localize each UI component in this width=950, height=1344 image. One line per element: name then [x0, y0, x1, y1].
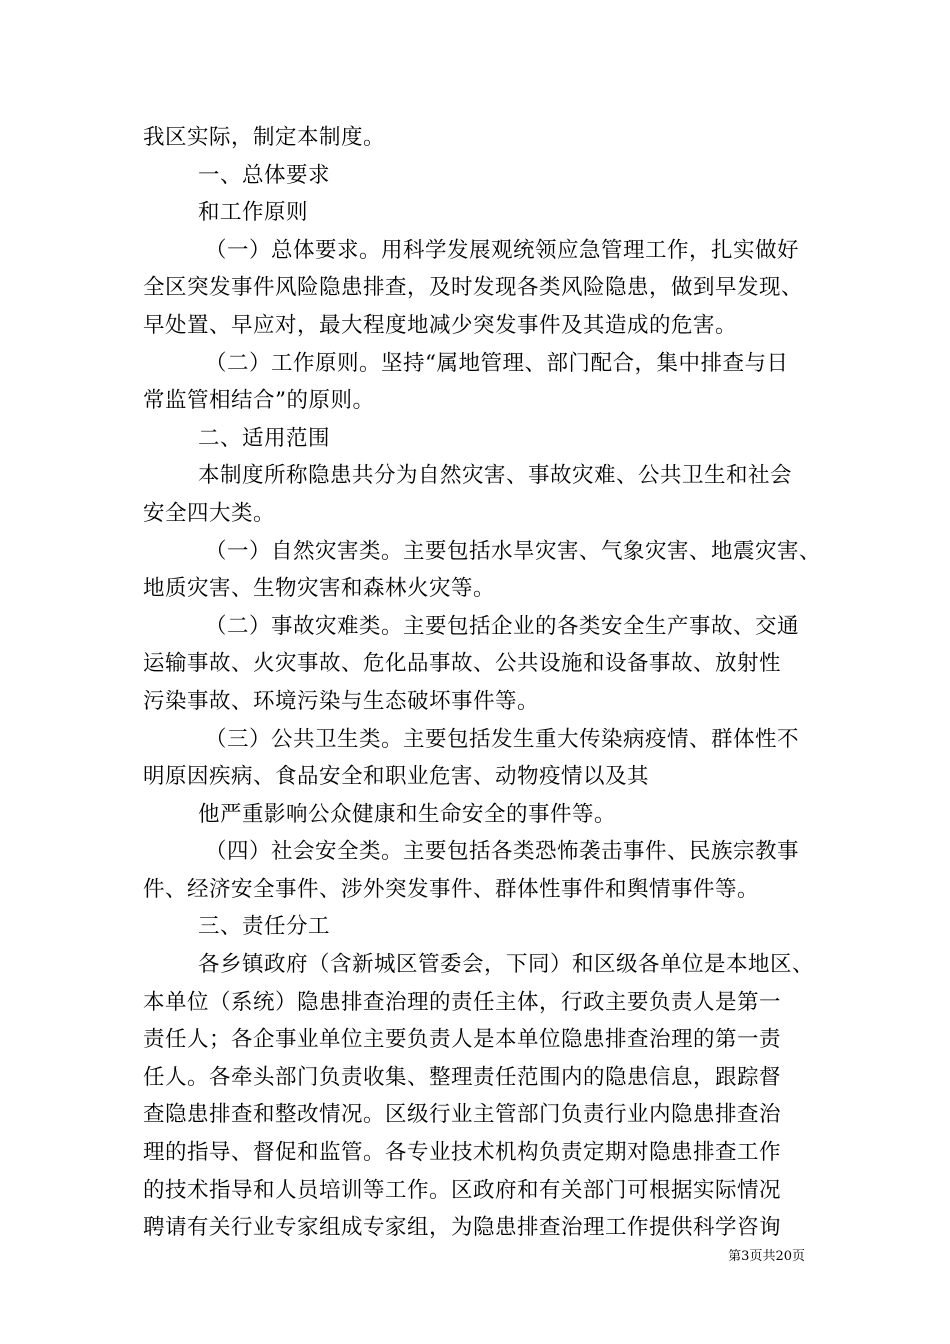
- text-line: 理的指导、督促和监管。各专业技术机构负责定期对隐患排查工作: [143, 1140, 782, 1166]
- paragraph-start: （三）公共卫生类。主要包括发生重大传染病疫情、群体性不: [205, 726, 800, 752]
- paragraph-start: 本制度所称隐患共分为自然灾害、事故灾难、公共卫生和社会: [198, 463, 793, 489]
- section-heading: 三、责任分工: [198, 914, 331, 940]
- paragraph-start: （四）社会安全类。主要包括各类恐怖袭击事件、民族宗教事: [205, 839, 800, 865]
- text-line: 查隐患排查和整改情况。区级行业主管部门负责行业内隐患排查治: [143, 1102, 782, 1128]
- text-line: 污染事故、环境污染与生态破坏事件等。: [143, 688, 540, 714]
- text-line: 责任人；各企事业单位主要负责人是本单位隐患排查治理的第一责: [143, 1027, 782, 1053]
- text-line: 地质灾害、生物灾害和森林火灾等。: [143, 576, 496, 602]
- text-line: 早处置、早应对，最大程度地减少突发事件及其造成的危害。: [143, 312, 738, 338]
- text-line: 安全四大类。: [143, 500, 276, 526]
- text-line: 我区实际，制定本制度。: [143, 125, 386, 150]
- text-line: 的技术指导和人员培训等工作。区政府和有关部门可根据实际情况: [143, 1177, 782, 1203]
- document-body: [143, 119, 823, 1247]
- text-line: 任人。各牵头部门负责收集、整理责任范围内的隐患信息，跟踪督: [143, 1064, 782, 1090]
- text-line-continuation: 他严重影响公众健康和生命安全的事件等。: [198, 801, 617, 827]
- paragraph-start: （一）自然灾害类。主要包括水旱灾害、气象灾害、地震灾害、: [205, 538, 822, 564]
- section-heading: 一、总体要求: [198, 162, 331, 188]
- text-line: 明原因疾病、食品安全和职业危害、动物疫情以及其: [143, 764, 650, 790]
- text-line: 聘请有关行业专家组成专家组，为隐患排查治理工作提供科学咨询: [143, 1215, 782, 1241]
- section-heading: 二、适用范围: [198, 425, 331, 451]
- text-line: 件、经济安全事件、涉外突发事件、群体性事件和舆情事件等。: [143, 876, 760, 902]
- paragraph-start: （二）工作原则。坚持“属地管理、部门配合，集中排查与日: [205, 350, 789, 376]
- text-line: 常监管相结合”的原则。: [143, 388, 375, 414]
- paragraph-start: 各乡镇政府（含新城区管委会，下同）和区级各单位是本地区、: [198, 952, 815, 978]
- text-line: 本单位（系统）隐患排查治理的责任主体，行政主要负责人是第一: [143, 989, 782, 1015]
- page-number: 第3页共20页: [728, 1249, 805, 1264]
- text-line: 运输事故、火灾事故、危化品事故、公共设施和设备事故、放射性: [143, 651, 782, 677]
- paragraph-start: （二）事故灾难类。主要包括企业的各类安全生产事故、交通: [205, 613, 800, 639]
- paragraph-start: （一）总体要求。用科学发展观统领应急管理工作，扎实做好: [205, 237, 800, 263]
- section-heading-continuation: 和工作原则: [198, 200, 309, 226]
- text-line: 全区突发事件风险隐患排查，及时发现各类风险隐患，做到早发现、: [143, 275, 804, 301]
